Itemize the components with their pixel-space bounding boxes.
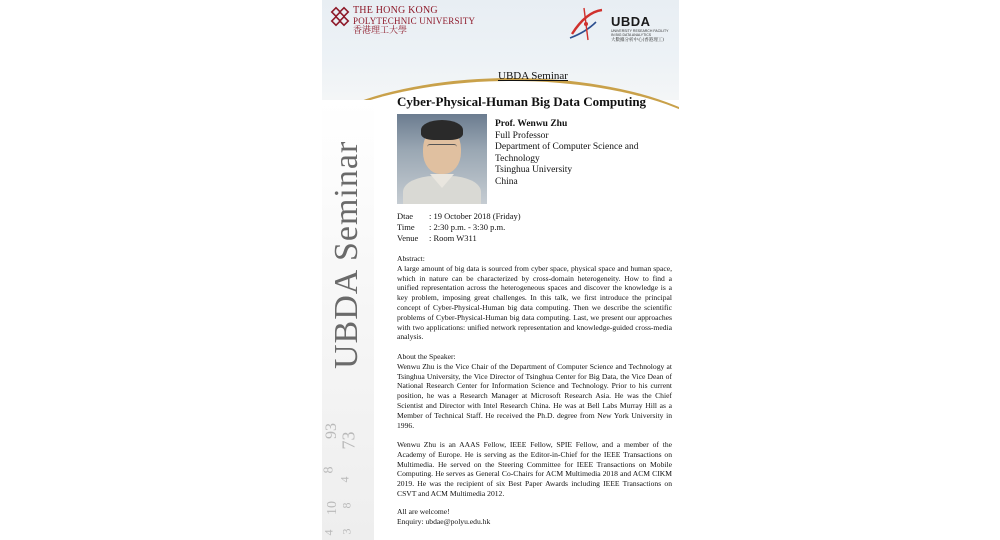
poster-sidebar [322, 100, 374, 540]
seminar-label: UBDA Seminar [498, 70, 568, 82]
abstract-text: A large amount of big data is sourced from cyber space, physical space and human space, which in nature can be characterized by cross-domain heterogeneity. How to find a unified representation across the heterogeneous spaces and discover the knowledge is a key problem, imposing great challenges. In this talk, we first introduce the principal concept of Cyber-Physical-Human big data computing. Then we describe the scientific problems of Cyber-Physical-Human big data computing. Last, we present our approaches with two applications: unified network representation and knowledge-guided cross-media analysis. [397, 263, 672, 342]
ubda-name-zh: 大數據分析中心(香港理工) [611, 38, 665, 43]
abstract-section [397, 254, 672, 342]
polyu-name-zh: 香港理工大學 [353, 26, 408, 36]
sidebar-digit: 4 [322, 529, 336, 536]
enquiry-text: Enquiry: ubdae@polyu.edu.hk [397, 516, 491, 526]
venue-value: : Room W311 [429, 233, 477, 243]
seminar-details [397, 211, 521, 244]
venue-label: Venue [397, 233, 419, 243]
speaker-country: China [495, 176, 518, 187]
speaker-university: Tsinghua University [495, 165, 573, 175]
time-row [397, 222, 521, 233]
speaker-department: Department of Computer Science and Technology [495, 142, 639, 164]
abstract-heading: Abstract: [397, 254, 425, 263]
polyu-logo-icon [330, 6, 350, 28]
welcome-text: All are welcome! [397, 507, 450, 516]
time-value: : 2:30 p.m. - 3:30 p.m. [429, 222, 506, 232]
date-value: : 19 October 2018 (Friday) [429, 211, 521, 221]
polyu-name-line2: POLYTECHNIC UNIVERSITY [353, 16, 476, 26]
about-heading: About the Speaker: [397, 352, 456, 361]
date-label: Dtae [397, 211, 414, 221]
photo-hair [421, 120, 463, 140]
ubda-wordmark [611, 14, 669, 43]
polyu-name-line1: THE HONG KONG [353, 5, 438, 16]
photo-glasses [427, 144, 457, 151]
speaker-name: Prof. Wenwu Zhu [495, 119, 568, 129]
sidebar-digit: 10 [325, 501, 340, 515]
venue-row [397, 233, 521, 244]
closing-section [397, 507, 672, 527]
speaker-position: Full Professor [495, 130, 549, 141]
sidebar-digit: 3 [339, 528, 354, 535]
speaker-photo [397, 114, 487, 204]
ubda-name: UBDA [611, 14, 651, 29]
sidebar-digit: 4 [337, 476, 352, 483]
seminar-poster [322, 0, 679, 540]
about-text-1: Wenwu Zhu is the Vice Chair of the Department of Computer Science and Technology at Tsinghua University, the Vice Director of Tsinghua Center for Big Data, the Vice Dean of National Research Center for Information Science and Technology. Prior to his current position, he was a Research Manager at Microsoft Research Asia. He was the Chief Scientist and Director with Intel Research China. He was at Bell Labs Murray Hill as a Member of Technical Staff. He received the Ph.D. degree from New York University in 1996. [397, 361, 672, 430]
poster-header [322, 0, 679, 100]
ubda-subtitle-line2: IN BIG DATA ANALYTICS [611, 33, 652, 37]
ubda-subtitle-line1: UNIVERSITY RESEARCH FACILITY [611, 29, 669, 33]
date-row [397, 211, 521, 222]
vertical-seminar-title: UBDA Seminar [328, 140, 365, 369]
sidebar-digit: 8 [322, 466, 337, 474]
polyu-wordmark [353, 6, 475, 36]
sidebar-digit: 8 [339, 502, 354, 509]
about-speaker-section [397, 352, 672, 430]
sidebar-digit: 93 [323, 423, 340, 439]
speaker-info [495, 119, 670, 188]
sidebar-digit: 73 [338, 431, 359, 450]
about-text-2: Wenwu Zhu is an AAAS Fellow, IEEE Fellow, SPIE Fellow, and a member of the Academy of Europe. He is serving as the Editor-in-Chief for the IEEE Transactions on Multimedia. He served on the Steering Committee for IEEE Transactions on Mobile Computing. He serves as General Co-Chairs for ACM Multimedia 2018 and ACM CIKM 2019. He was the recipient of six Best Paper Awards including IEEE Transactions on CSVT and ACM Multimedia 2012. [397, 440, 672, 498]
seminar-title: Cyber-Physical-Human Big Data Computing [397, 94, 647, 109]
ubda-logo-icon [566, 4, 606, 44]
time-label: Time [397, 222, 415, 232]
speaker-honors-section [397, 440, 672, 499]
